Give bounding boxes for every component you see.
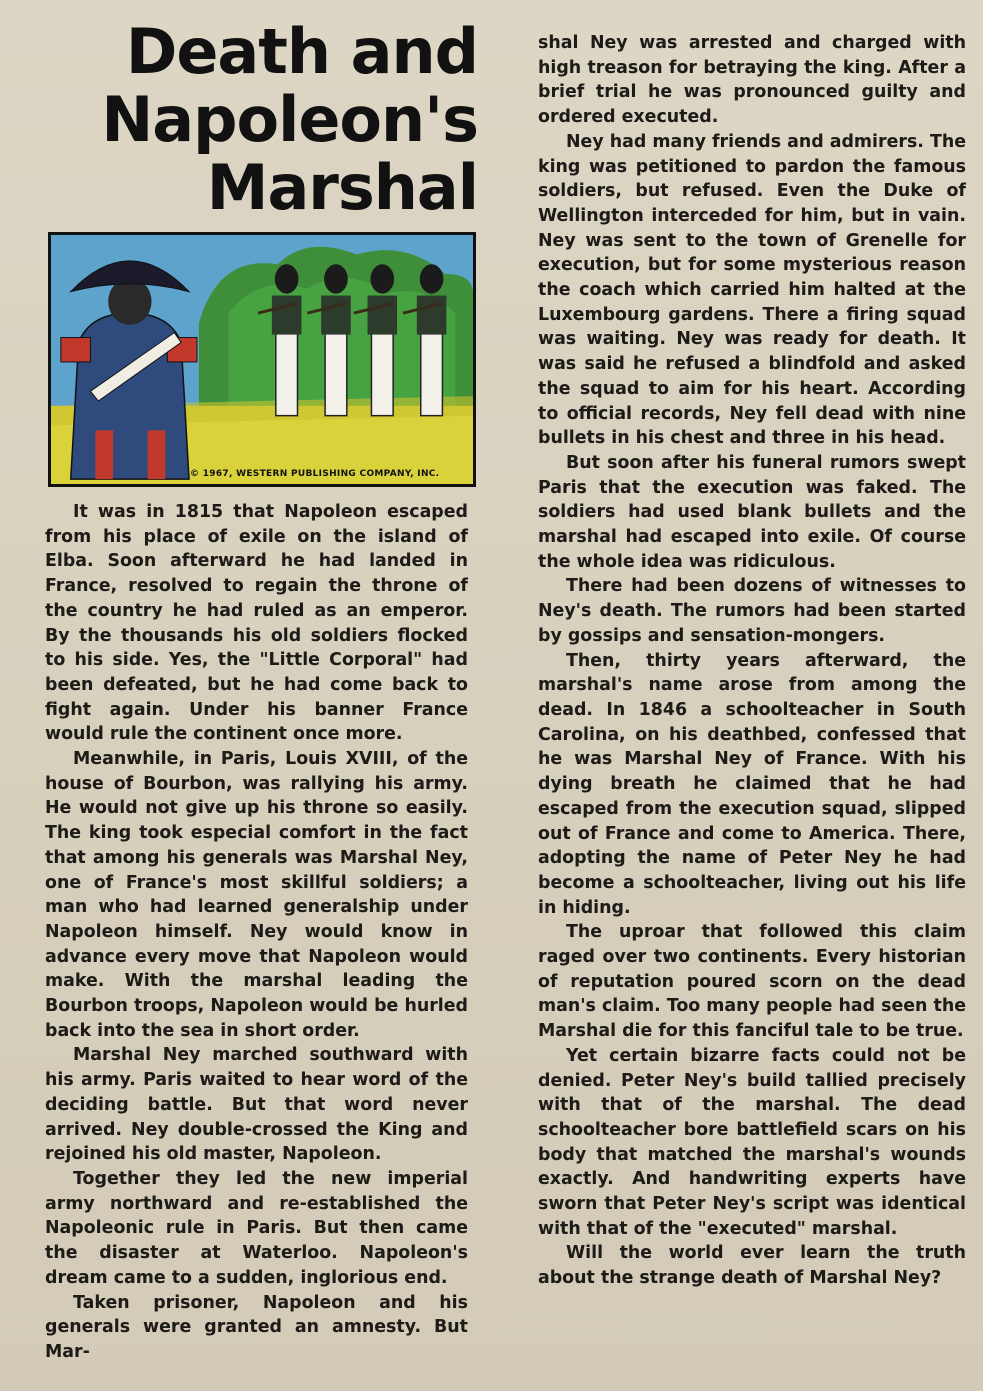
paragraph: Then, thirty years afterward, the marshal's name arose from among the dead. In 1846 a schoolteacher in South Carolina, on his deathbed, confessed that he was Marshal Ney of France. With his dying breath he claimed that he had escaped from the execution squad, slipped out of France and come to America. There, adopting the name of Peter Ney he had become a schoolteacher, living out his life in hiding. xyxy=(538,650,966,918)
paragraph: Meanwhile, in Paris, Louis XVIII, of the house of Bourbon, was rallying his army. He would not give up his throne so easily. The king took especial comfort in the fact that among his generals was Marshal Ney, one of France's most skillful soldiers; a man who had learned generalship under Napoleon himself. Ney would know in advance every move that Napoleon would make. With the marshal leading the Bourbon troops, Napoleon would be hurled back into the sea in short order. xyxy=(45,749,468,1041)
paragraph: There had been dozens of witnesses to Ney's death. The rumors had been started by gossips and sensation-mongers. xyxy=(538,576,966,646)
paragraph: It was in 1815 that Napoleon escaped from his place of exile on the island of Elba. Soon afterward he had landed in France, resolved to regain the throne of the country he had ruled as an emperor. By the thousands his old soldiers flocked to his side. Yes, the "Little Corporal" had been defeated, but he had come back to fight again. Under his banner France would rule the continent once more. xyxy=(45,502,468,745)
copyright-notice: © 1967, WESTERN PUBLISHING COMPANY, INC. xyxy=(190,469,440,479)
title-line-3: Marshal xyxy=(206,151,478,224)
left-text-column xyxy=(45,500,468,1365)
paragraph: Marshal Ney marched southward with his army. Paris waited to hear word of the deciding battle. But that word never arrived. Ney double-crossed the King and rejoined his old master, Napoleon. xyxy=(45,1045,468,1165)
right-text-column xyxy=(538,31,966,1291)
paragraph: The uproar that followed this claim raged over two continents. Every historian of reputation poured scorn on the dead man's claim. Too many people had seen the Marshal die for this fanciful tale to be true. xyxy=(538,922,966,1042)
paragraph: Yet certain bizarre facts could not be denied. Peter Ney's build tallied precisely with that of the marshal. The dead schoolteacher bore battlefield scars on his body that matched the marshal's wounds exactly. And handwriting experts have sworn that Peter Ney's script was identical with that of the "executed" marshal. xyxy=(538,1045,966,1239)
paragraph: Taken prisoner, Napoleon and his generals were granted an amnesty. But Mar- xyxy=(45,1292,468,1362)
paragraph: Ney had many friends and admirers. The king was petitioned to pardon the famous soldiers, but refused. Even the Duke of Wellington interceded for him, but in vain. Ney was sent to the town of Grenelle for execution, but for some mysterious reason the coach which carried him halted at the Luxembourg gardens. There a firing squad was waiting. Ney was ready for death. It was said he refused a blindfold and asked the squad to aim for his heart. According to official records, Ney fell dead with nine bullets in his chest and three in his head. xyxy=(538,131,967,449)
paragraph: Together they led the new imperial army northward and re-established the Napoleonic rule in Paris. But then came the disaster at Waterloo. Napoleon's dream came to a sudden, inglorious end. xyxy=(45,1168,468,1288)
firing-squad-drawing xyxy=(51,235,473,484)
paragraph: shal Ney was arrested and charged with high treason for betraying the king. After a brief trial he was pronounced guilty and ordered executed. xyxy=(538,33,966,128)
article-title xyxy=(48,15,478,224)
paragraph: But soon after his funeral rumors swept Paris that the execution was faked. The soldiers had used blank bullets and the marshal had escaped into exile. Of course the whole idea was ridiculous. xyxy=(538,452,966,572)
paragraph: Will the world ever learn the truth about the strange death of Marshal Ney? xyxy=(538,1243,966,1289)
execution-illustration xyxy=(48,232,476,487)
title-line-1: Death and xyxy=(125,15,478,88)
title-line-2: Napoleon's xyxy=(101,83,478,156)
